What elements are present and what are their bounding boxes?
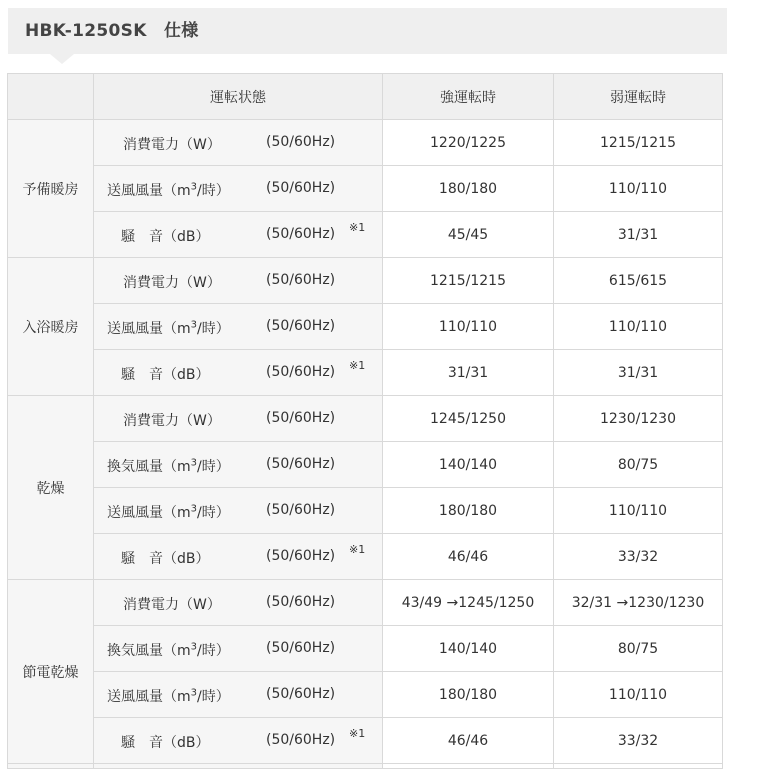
table-row (8, 580, 723, 626)
item-label-text: 騒 音（dB） (121, 229, 210, 245)
item-frequency: (50/60Hz) (266, 364, 336, 380)
value-strong: 110/110 (383, 304, 554, 350)
value-weak: 31/31 (554, 212, 723, 258)
item-footnote-mark: ※1 (349, 221, 366, 234)
group-label: 入浴暖房 (8, 258, 94, 396)
item-label-superscript: 3 (190, 457, 198, 469)
header-cell-condition: 運転状態 (94, 74, 383, 120)
item-frequency: (50/60Hz) (266, 410, 336, 426)
value-weak: 615/615 (554, 258, 723, 304)
item-cell (94, 120, 383, 166)
item-label-tail: /時） (197, 643, 230, 659)
item-frequency: (50/60Hz) (266, 686, 336, 702)
page-title: HBK-1250SK 仕様 (25, 21, 199, 41)
table-row (8, 396, 723, 442)
item-cell (94, 442, 383, 488)
table-header-row (8, 74, 723, 120)
item-label-text: 送風風量（m (107, 183, 191, 199)
page-header (8, 8, 727, 54)
item-cell (94, 396, 383, 442)
value-weak: 33/32 (554, 718, 723, 764)
item-cell (94, 626, 383, 672)
item-footnote-mark: ※1 (349, 727, 366, 740)
table-row (8, 488, 723, 534)
item-label (107, 640, 230, 660)
value-strong: 140/140 (383, 442, 554, 488)
header-cell-blank (8, 74, 94, 120)
value-weak: 110/110 (554, 166, 723, 212)
value-weak: 32/31 →1230/1230 (554, 580, 723, 626)
value-strong: 180/180 (383, 672, 554, 718)
value-strong: 46/46 (383, 718, 554, 764)
item-label-superscript: 3 (190, 641, 198, 653)
value-weak: 1230/1230 (554, 396, 723, 442)
item-label-superscript: 3 (190, 319, 198, 331)
item-label (123, 410, 221, 430)
item-label-superscript: 3 (190, 687, 198, 699)
item-label (107, 318, 230, 338)
item-label-text: 騒 音（dB） (121, 735, 210, 751)
item-frequency: (50/60Hz) (266, 640, 336, 656)
table-row (8, 350, 723, 396)
item-frequency: (50/60Hz) (266, 456, 336, 472)
item-label-text: 換気風量（m (107, 643, 191, 659)
table-row (8, 120, 723, 166)
item-cell (94, 718, 383, 764)
item-label-text: 消費電力（W） (123, 597, 221, 613)
value-weak: 110/110 (554, 672, 723, 718)
item-label (123, 134, 221, 154)
continuation-cell (383, 764, 554, 769)
item-label (121, 226, 210, 246)
table-row (8, 626, 723, 672)
item-frequency: (50/60Hz) (266, 180, 336, 196)
value-weak: 1215/1215 (554, 120, 723, 166)
value-strong: 43/49 →1245/1250 (383, 580, 554, 626)
item-label (107, 686, 230, 706)
group-label: 予備暖房 (8, 120, 94, 258)
item-label-superscript: 3 (190, 503, 198, 515)
item-label-tail: /時） (197, 689, 230, 705)
item-footnote-mark: ※1 (349, 543, 366, 556)
value-strong: 1245/1250 (383, 396, 554, 442)
value-strong: 1215/1215 (383, 258, 554, 304)
continuation-cell (94, 764, 383, 769)
item-label-text: 送風風量（m (107, 505, 191, 521)
value-weak: 33/32 (554, 534, 723, 580)
continuation-cell (8, 764, 94, 769)
item-frequency: (50/60Hz) (266, 134, 336, 150)
group-label: 乾燥 (8, 396, 94, 580)
value-weak: 110/110 (554, 488, 723, 534)
value-weak: 80/75 (554, 626, 723, 672)
item-frequency: (50/60Hz) (266, 502, 336, 518)
continuation-cell (554, 764, 723, 769)
item-label (121, 364, 210, 384)
value-strong: 46/46 (383, 534, 554, 580)
item-frequency: (50/60Hz) (266, 732, 336, 748)
table-row (8, 534, 723, 580)
item-label (107, 502, 230, 522)
item-label (121, 548, 210, 568)
value-strong: 1220/1225 (383, 120, 554, 166)
table-row (8, 258, 723, 304)
table-row (8, 442, 723, 488)
item-frequency: (50/60Hz) (266, 226, 336, 242)
item-label (107, 456, 230, 476)
item-label-text: 騒 音（dB） (121, 551, 210, 567)
item-label-tail: /時） (197, 459, 230, 475)
item-label-tail: /時） (197, 183, 230, 199)
item-frequency: (50/60Hz) (266, 272, 336, 288)
item-label (123, 272, 221, 292)
value-strong: 140/140 (383, 626, 554, 672)
header-cell-strong: 強運転時 (383, 74, 554, 120)
item-cell (94, 534, 383, 580)
item-label-text: 消費電力（W） (123, 413, 221, 429)
item-label-text: 送風風量（m (107, 689, 191, 705)
table-row (8, 718, 723, 764)
item-label-text: 送風風量（m (107, 321, 191, 337)
value-strong: 31/31 (383, 350, 554, 396)
value-weak: 31/31 (554, 350, 723, 396)
table-row (8, 672, 723, 718)
item-label-superscript: 3 (190, 181, 198, 193)
value-strong: 180/180 (383, 166, 554, 212)
group-label: 節電乾燥 (8, 580, 94, 764)
item-label (123, 594, 221, 614)
value-strong: 180/180 (383, 488, 554, 534)
spec-table (7, 73, 723, 769)
item-cell (94, 304, 383, 350)
item-label-tail: /時） (197, 321, 230, 337)
item-cell (94, 580, 383, 626)
item-label-text: 消費電力（W） (123, 137, 221, 153)
header-pointer (50, 54, 74, 64)
item-cell (94, 258, 383, 304)
item-cell (94, 672, 383, 718)
item-frequency: (50/60Hz) (266, 594, 336, 610)
value-strong: 45/45 (383, 212, 554, 258)
table-row (8, 166, 723, 212)
value-weak: 110/110 (554, 304, 723, 350)
item-cell (94, 488, 383, 534)
item-cell (94, 350, 383, 396)
header-cell-weak: 弱運転時 (554, 74, 723, 120)
item-label-tail: /時） (197, 505, 230, 521)
item-label-text: 換気風量（m (107, 459, 191, 475)
item-cell (94, 166, 383, 212)
item-footnote-mark: ※1 (349, 359, 366, 372)
value-weak: 80/75 (554, 442, 723, 488)
item-frequency: (50/60Hz) (266, 318, 336, 334)
table-row (8, 212, 723, 258)
item-frequency: (50/60Hz) (266, 548, 336, 564)
item-label (107, 180, 230, 200)
item-label-text: 消費電力（W） (123, 275, 221, 291)
table-row-continuation (8, 764, 723, 769)
spec-table-body (8, 120, 723, 769)
item-cell (94, 212, 383, 258)
item-label (121, 732, 210, 752)
item-label-text: 騒 音（dB） (121, 367, 210, 383)
table-row (8, 304, 723, 350)
